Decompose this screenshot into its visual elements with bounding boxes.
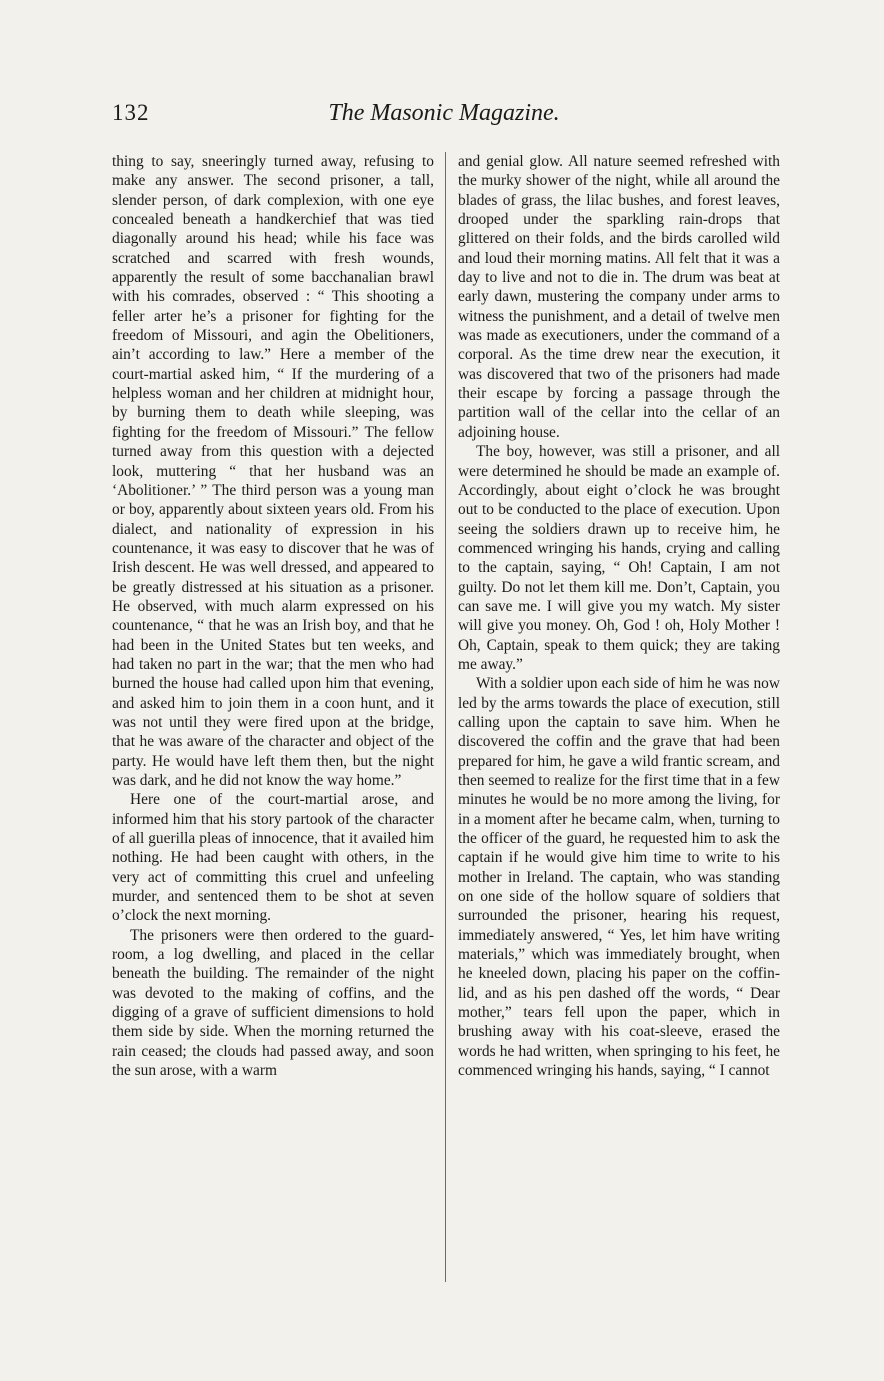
left-column [112,152,434,1081]
paragraph: The prisoners were then ordered to the guard-room, a log dwelling, and placed in the cellar beneath the building. The remainder of the night was devoted to the making of coffins, and the digging of a grave of sufficient dimensions to hold them side by side. When the morning returned the rain ceased; the clouds had passed away, and soon the sun arose, with a warm [112,926,434,1080]
page-number: 132 [112,100,150,125]
running-title: The Masonic Magazine. [328,100,560,126]
paragraph: Here one of the court-martial arose, and informed him that his story partook of the character of all guerilla pleas of innocence, that it availed him nothing. He had been caught with others, in the very act of committing this cruel and unfeeling murder, and sentenced them to be shot at seven o’clock the next morning. [112,791,434,925]
paragraph: and genial glow. All nature seemed refreshed with the murky shower of the night, while all around the blades of grass, the lilac bushes, and forest leaves, drooped under the sparkling rain-drops that glittered on their folds, and the birds carolled wild and loud their morning matins. All felt that it was a day to live and not to die in. The drum was beat at early dawn, mustering the company under arms to witness the punishment, and a detail of twelve men was made as executioners, under the command of a corporal. As the time drew near the execution, it was discovered that two of the prisoners had made their escape by forcing a passage through the partition wall of the cellar into the cellar of an adjoining house. [458,153,780,441]
page-header [112,100,776,134]
right-column [458,152,780,1081]
paragraph: With a soldier upon each side of him he was now led by the arms towards the place of execution, still calling upon the captain to save him. When he discovered the coffin and the grave that had been prepared for him, he gave a wild frantic scream, and then seemed to realize for the first time that in a few minutes he would be no more among the living, for in a moment after he became calm, when, turning to the officer of the guard, he requested him to ask the captain if he would give him time to write to his mother in Ireland. The captain, who was standing on one side of the hollow square of soldiers that surrounded the prisoner, hearing his request, immediately answered, “ Yes, let him have writing materials,” which was immediately brought, when he kneeled down, placing his paper on the coffin-lid, and as his pen dashed off the words, “ Dear mother,” tears fell upon the paper, which in brushing away with his coat-sleeve, erased the words he had written, when springing to his feet, he commenced wringing his hands, saying, “ I cannot [458,675,780,1080]
column-divider [445,152,446,1282]
paragraph: thing to say, sneeringly turned away, refusing to make any answer. The second prisoner, a tall, slender person, of dark complexion, with one eye concealed beneath a handkerchief that was tied diagonally around his head; while his face was scratched and scarred with fresh wounds, apparently the result of some bacchanalian brawl with his comrades, observed : “ This shooting a feller arter he’s a prisoner for fighting for the freedom of Missouri, and agin the Obelitioners, ain’t according to law.” Here a member of the court-martial asked him, “ If the murdering of a helpless woman and her children at midnight hour, by burning them to death while sleeping, was fighting for the freedom of Missouri.” The fellow turned away from this question with a dejected look, muttering “ that her husband was an ‘Abolitioner.’ ” The third person was a young man or boy, apparently about sixteen years old. From his dialect, and nationality of expression in his countenance, it was easy to discover that he was of Irish descent. He was well dressed, and appeared to be greatly distressed at his situation as a prisoner. He observed, with much alarm expressed on his countenance, “ that he was an Irish boy, and that he had been in the United States but ten weeks, and had taken no part in the war; that the men who had burned the house had called upon him that evening, and asked him to join them in a coon hunt, and it was not until they were fired upon at the bridge, that he was aware of the character and object of the party. He would have left them then, but the night was dark, and he did not know the way home.” [112,153,434,789]
paragraph: The boy, however, was still a prisoner, and all were determined he should be made an example of. Accordingly, about eight o’clock he was brought out to be conducted to the place of execution. Upon seeing the soldiers drawn up to receive him, he commenced wringing his hands, crying and calling to the captain, saying, “ Oh! Captain, I am not guilty. Do not let them kill me. Don’t, Captain, you can save me. I will give you my watch. My sister will give you money. Oh, God ! oh, Holy Mother ! Oh, Captain, speak to them quick; they are taking me away.” [458,443,780,673]
